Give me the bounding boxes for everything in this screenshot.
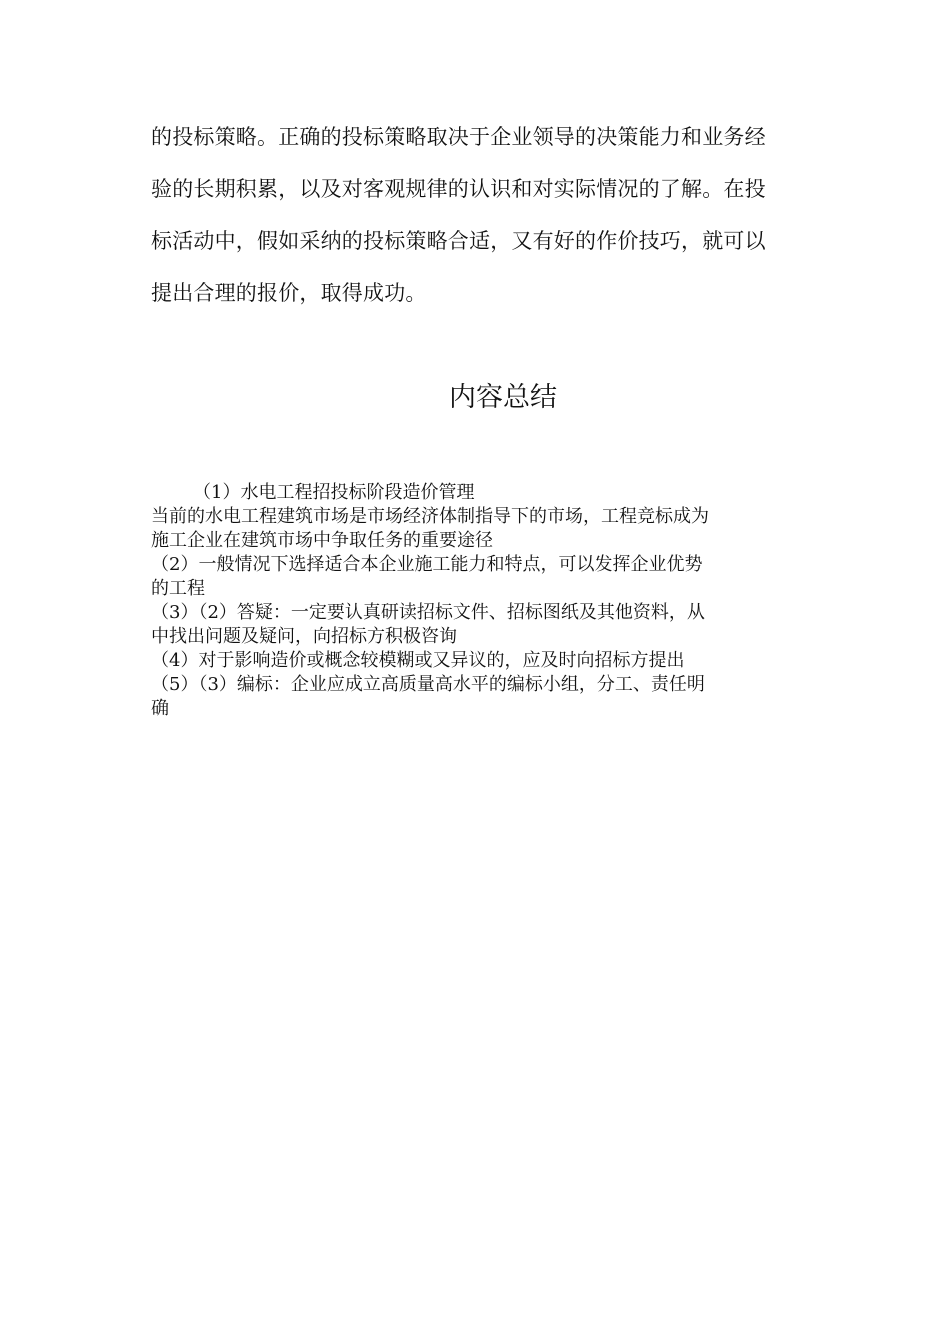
summary-line: 的工程	[151, 578, 205, 599]
summary-line: （3）（2）答疑：一定要认真研读招标文件、招标图纸及其他资料，从	[151, 602, 705, 623]
summary-line: 中找出问题及疑问，向招标方积极咨询	[151, 626, 457, 647]
summary-line: （2）一般情况下选择适合本企业施工能力和特点，可以发挥企业优势	[151, 554, 703, 575]
summary-line: 确	[151, 698, 169, 719]
summary-line: （5）（3）编标：企业应成立高质量高水平的编标小组，分工、责任明	[151, 674, 705, 695]
body-line: 验的长期积累，以及对客观规律的认识和对实际情况的了解。在投	[151, 177, 766, 201]
summary-line: （4）对于影响造价或概念较模糊或又异议的，应及时向招标方提出	[151, 650, 685, 671]
summary-line: 当前的水电工程建筑市场是市场经济体制指导下的市场，工程竞标成为	[151, 506, 709, 527]
body-line: 提出合理的报价，取得成功。	[151, 281, 427, 305]
body-line: 标活动中，假如采纳的投标策略合适，又有好的作价技巧，就可以	[151, 229, 766, 253]
body-line: 的投标策略。正确的投标策略取决于企业领导的决策能力和业务经	[151, 125, 766, 149]
summary-line: （1）水电工程招投标阶段造价管理	[193, 482, 475, 503]
summary-heading: 内容总结	[449, 382, 557, 413]
body-paragraph	[151, 119, 801, 327]
summary-line: 施工企业在建筑市场中争取任务的重要途径	[151, 530, 493, 551]
summary-list	[151, 481, 801, 721]
